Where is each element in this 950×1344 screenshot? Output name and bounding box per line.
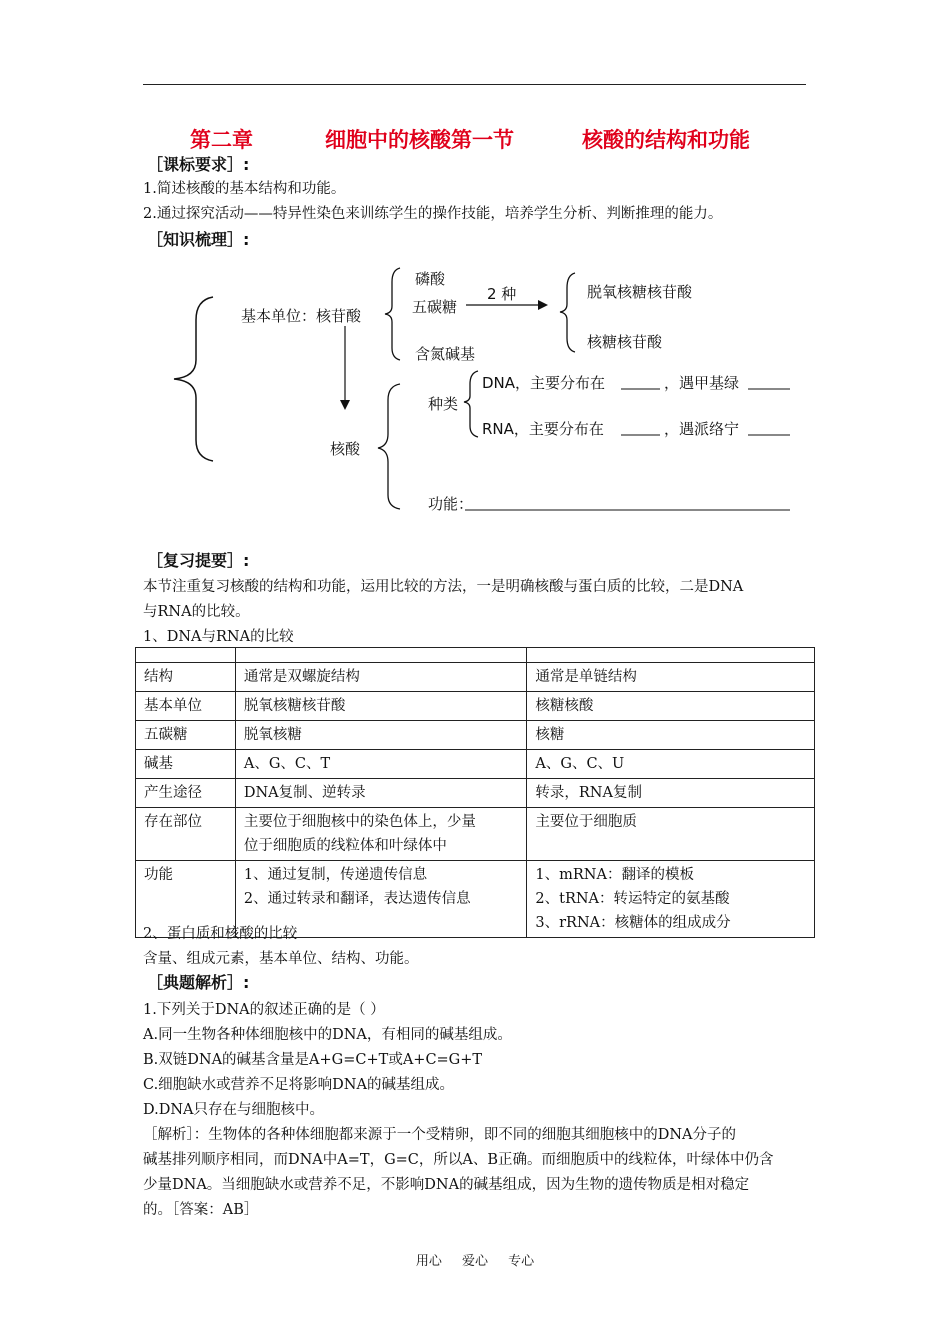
row-label-text: 结构 (144, 669, 173, 685)
row-label-text: 存在部位 (144, 814, 202, 830)
review-paragraph-1: 本节注重复习核酸的结构和功能，运用比较的方法，一是明确核酸与蛋白质的比较，二是DNA (143, 579, 744, 595)
knowledge-diagram (0, 0, 950, 560)
rna-distribution-text: RNA，主要分布在 (482, 420, 604, 438)
review-sub2-text: 含量、组成元素，基本单位、结构、功能。 (143, 951, 419, 967)
dna-cell-line: A、G、C、T (243, 756, 331, 772)
dna-cell-line: 脱氧核糖 (243, 727, 302, 743)
analysis-line-3: 少量DNA。当细胞缺水或营养不足，不影响DNA的碱基组成，因为生物的遗传物质是相对稳定 (143, 1177, 750, 1193)
option-c: C.细胞缺水或营养不足将影响DNA的碱基组成。 (143, 1077, 454, 1093)
row-label (136, 663, 236, 692)
example-question: 1.下列关于DNA的叙述正确的是（ ） (143, 1002, 385, 1018)
curriculum-item-2: 2.通过探究活动——特异性染色来训练学生的操作技能，培养学生分析、判断推理的能力。 (143, 206, 723, 222)
types-brace (560, 273, 575, 352)
table-row (136, 750, 815, 779)
dna-cell (235, 692, 527, 721)
footer (0, 1250, 950, 1269)
dna-cell-line: 通常是双螺旋结构 (243, 669, 360, 685)
dna-cell-line: 1、通过复制，传递遗传信息 (243, 867, 428, 883)
option-d: D.DNA只存在与细胞核中。 (143, 1102, 325, 1118)
row-label (136, 750, 236, 779)
dna-cell (235, 779, 527, 808)
table-row (136, 779, 815, 808)
rna-cell (527, 861, 815, 938)
dna-cell (235, 808, 527, 861)
rna-cell-line: 2、tRNA：转运特定的氨基酸 (535, 891, 730, 907)
row-label-text: 功能 (144, 867, 173, 883)
analysis-line-1: ［解析］：生物体的各种体细胞都来源于一个受精卵，即不同的细胞其细胞核中的DNA分子的 (143, 1127, 737, 1143)
review-sub2: 2、蛋白质和核酸的比较 (143, 926, 298, 942)
dna-cell (235, 750, 527, 779)
arrowhead-right (538, 300, 548, 310)
dna-rna-comparison-table (135, 647, 815, 938)
review-sub1: 1、DNA与RNA的比较 (143, 629, 294, 645)
option-a: A.同一生物各种体细胞核中的DNA，有相同的碱基组成。 (143, 1027, 512, 1043)
footer-word-1: 用心 (415, 1254, 442, 1269)
nucleic-acid-label: 核酸 (330, 440, 361, 458)
curriculum-heading: ［课标要求］: (147, 155, 250, 174)
rna-cell (527, 779, 815, 808)
row-label (136, 808, 236, 861)
rna-cell-line: 核糖 (535, 727, 565, 743)
component-phosphate: 磷酸 (415, 270, 446, 288)
dna-cell-line: 脱氧核糖核苷酸 (243, 698, 346, 714)
table-row (136, 663, 815, 692)
rna-cell (527, 750, 815, 779)
dna-distribution-text: DNA，主要分布在 (482, 374, 606, 392)
table-header-row (136, 648, 815, 663)
analysis-line-4: 的。［答案：AB］ (143, 1202, 259, 1218)
row-label (136, 721, 236, 750)
rna-cell-line: 主要位于细胞质 (535, 814, 637, 830)
review-heading: ［复习提要］: (147, 551, 250, 570)
big-brace (174, 297, 213, 461)
row-label (136, 692, 236, 721)
dna-cell-line: 2、通过转录和翻译，表达遗传信息 (243, 891, 471, 907)
two-kinds-label: 2 种 (487, 285, 517, 303)
rna-cell (527, 692, 815, 721)
dna-cell-line: 主要位于细胞核中的染色体上，少量 (243, 814, 476, 830)
rna-cell (527, 808, 815, 861)
rna-cell-line: 1、mRNA：翻译的模板 (535, 867, 694, 883)
rna-cell-line: 通常是单链结构 (535, 669, 637, 685)
row-label (136, 779, 236, 808)
review-paragraph-2: 与RNA的比较。 (143, 604, 250, 620)
dna-cell-line: 位于细胞质的线粒体和叶绿体中 (243, 838, 447, 854)
curriculum-item-1: 1.简述核酸的基本结构和功能。 (143, 181, 346, 197)
table-row (136, 721, 815, 750)
rna-cell-line: 3、rRNA：核糖体的组成成分 (535, 915, 731, 931)
kinds-brace (464, 371, 478, 437)
component-base: 含氮碱基 (415, 345, 476, 363)
section-title: 细胞中的核酸第一节 (325, 128, 514, 152)
kinds-label: 种类 (428, 395, 459, 413)
arrowhead-down (340, 400, 350, 410)
analysis-line-2: 碱基排列顺序相同，而DNA中A=T，G=C，所以A、B正确。而细胞质中的线粒体，叶绿体中仍含 (143, 1152, 774, 1168)
row-label-text: 碱基 (144, 756, 173, 772)
footer-word-3: 专心 (508, 1254, 535, 1269)
dna-cell (235, 663, 527, 692)
chapter-title: 第二章 (190, 128, 253, 152)
nucleic-acid-brace (378, 384, 400, 509)
ribo-nucleotide: 核糖核苷酸 (587, 333, 663, 351)
topic-title: 核酸的结构和功能 (582, 128, 750, 152)
footer-word-2: 爱心 (461, 1254, 488, 1269)
rna-cell (527, 663, 815, 692)
rna-cell-line: 核糖核酸 (535, 698, 594, 714)
deoxy-nucleotide: 脱氧核糖核苷酸 (587, 283, 693, 301)
example-heading: ［典题解析］: (147, 973, 250, 992)
table-row (136, 692, 815, 721)
dna-cell-line: DNA复制、逆转录 (243, 785, 366, 801)
component-pentose: 五碳糖 (412, 298, 458, 316)
function-label: 功能： (428, 495, 474, 513)
dna-stain-text: ，遇甲基绿 (664, 374, 740, 392)
option-b: B.双链DNA的碱基含量是A+G=C+T或A+C=G+T (143, 1052, 483, 1068)
components-brace (385, 268, 400, 360)
row-label-text: 五碳糖 (144, 727, 188, 743)
table-row (136, 808, 815, 861)
rna-cell-line: A、G、C、U (535, 756, 625, 772)
row-label-text: 产生途径 (144, 785, 202, 801)
dna-cell (235, 721, 527, 750)
basic-unit-label: 基本单位：核苷酸 (241, 307, 362, 325)
rna-cell-line: 转录，RNA复制 (535, 785, 642, 801)
rna-stain-text: ，遇派络宁 (664, 420, 740, 438)
rna-cell (527, 721, 815, 750)
knowledge-heading: ［知识梳理］: (147, 230, 250, 249)
row-label-text: 基本单位 (144, 698, 202, 714)
